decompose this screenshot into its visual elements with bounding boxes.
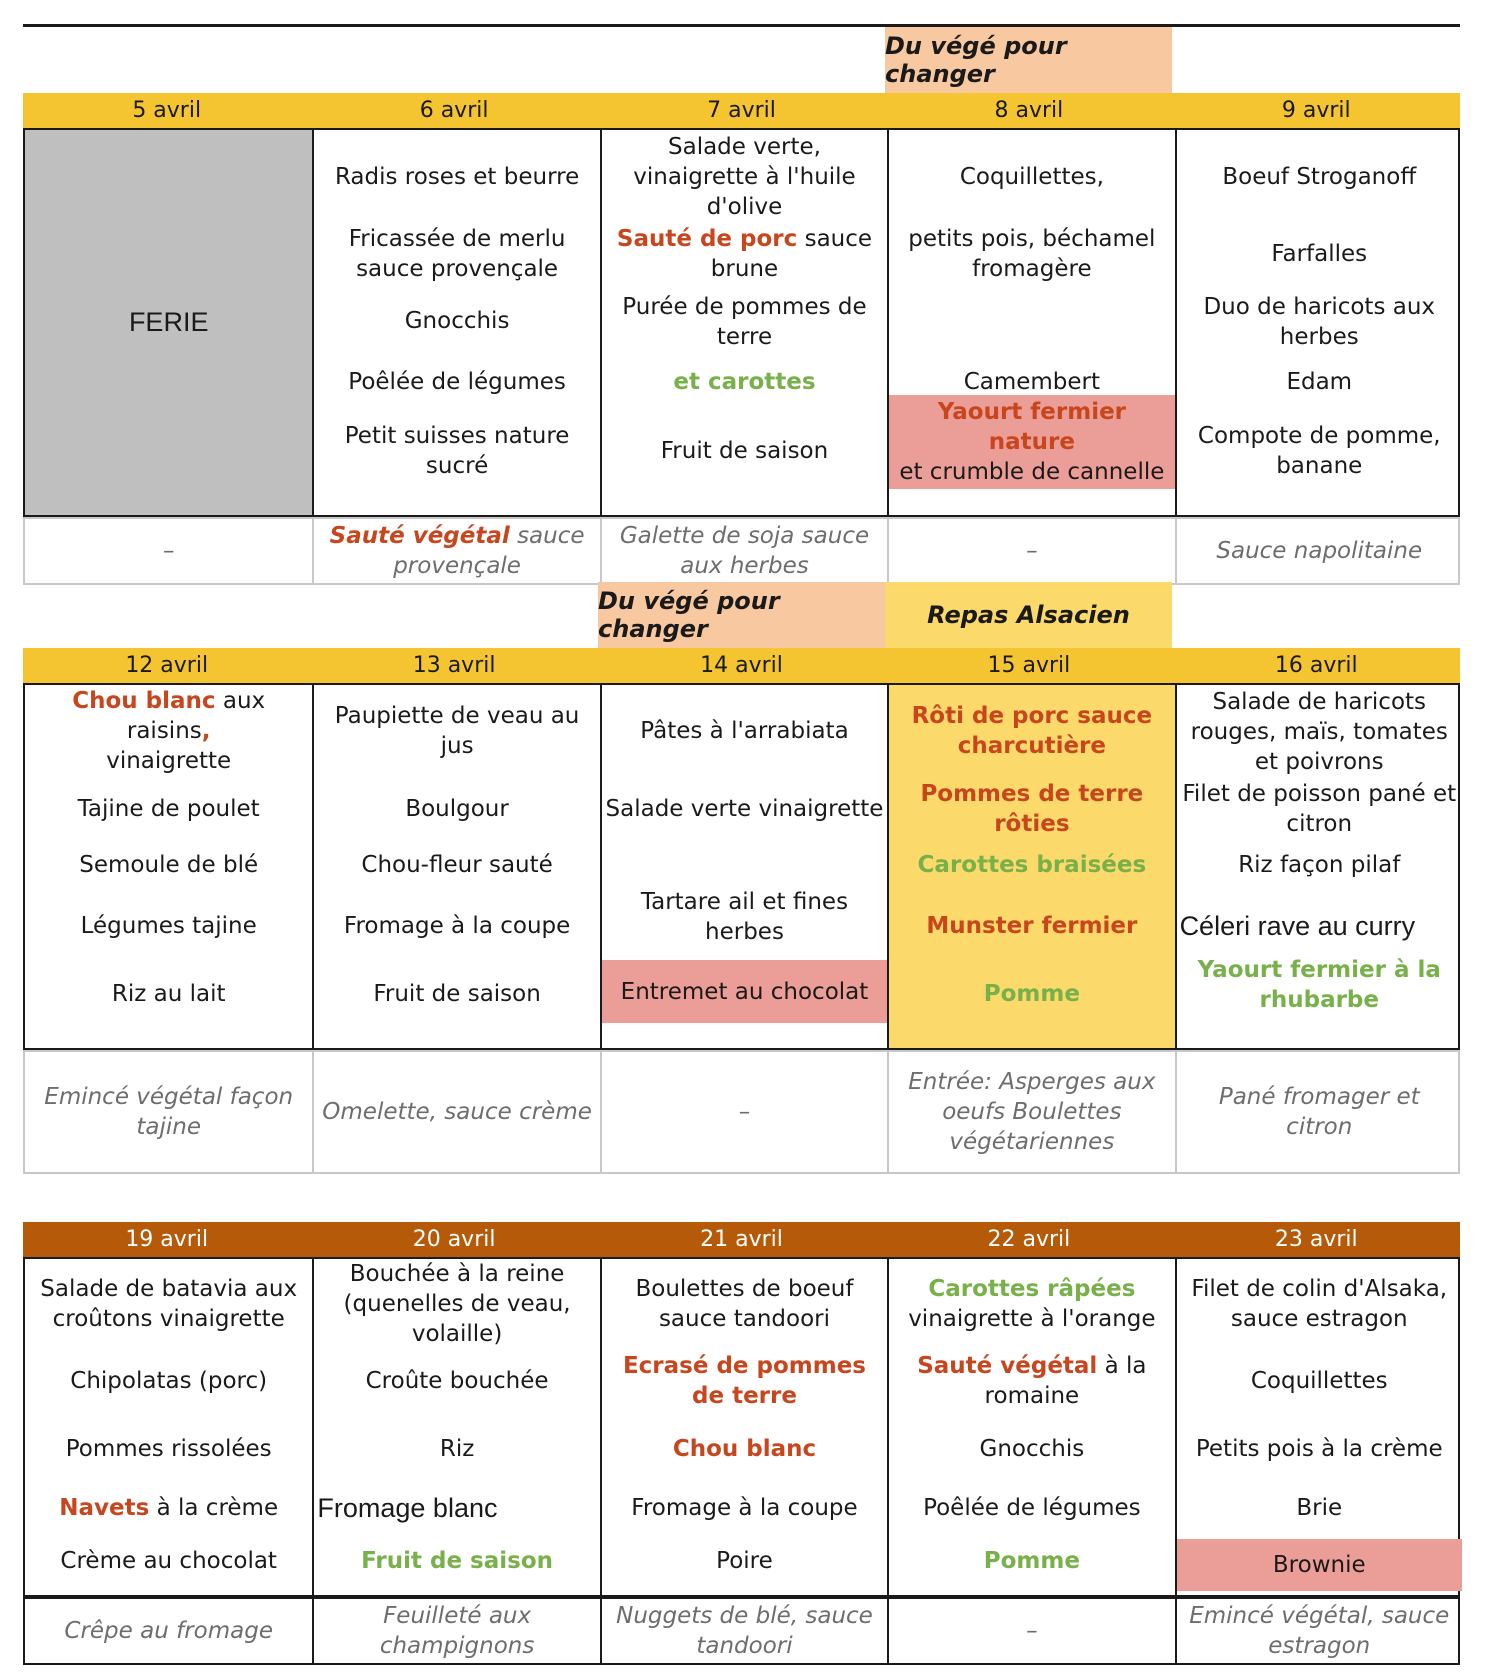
week-2-alternatives bbox=[23, 1050, 1460, 1174]
day-column-alsace bbox=[887, 685, 1174, 1048]
alternative-dish: Emincé végétal façon tajine bbox=[44, 1084, 294, 1140]
side-dish: Chou-fleur sauté bbox=[361, 852, 553, 878]
alternative-dish: – bbox=[887, 519, 1174, 583]
date-header: 20 avril bbox=[412, 1227, 496, 1252]
starter bbox=[889, 1274, 1174, 1334]
dessert: Fruit de saison bbox=[660, 438, 829, 464]
date-header: 22 avril bbox=[987, 1227, 1071, 1252]
main-dish: Ecrasé de pommes de terre bbox=[622, 1353, 866, 1409]
vegetable: et carottes bbox=[673, 369, 816, 395]
date-header: 14 avril bbox=[700, 653, 783, 678]
dessert: Brownie bbox=[1177, 1539, 1462, 1591]
starter: Salade de batavia aux croûtons vinaigrette bbox=[40, 1276, 298, 1332]
side-dish: Duo de haricots aux herbes bbox=[1203, 294, 1436, 350]
main-dish: Pommes de terre rôties bbox=[920, 781, 1144, 837]
day-column bbox=[312, 685, 599, 1048]
starter: Salade verte, vinaigrette à l'huile d'olive bbox=[633, 134, 856, 220]
main-dish: Fricassée de merlu sauce provençale bbox=[348, 226, 566, 282]
dessert: Yaourt fermier à la rhubarbe bbox=[1197, 957, 1441, 1013]
cheese: Tartare ail et fines herbes bbox=[640, 889, 849, 945]
date-header: 16 avril bbox=[1274, 653, 1358, 678]
week-1 bbox=[23, 27, 1460, 579]
alternative-dish: Sauce napolitaine bbox=[1175, 519, 1462, 583]
week-1-dates bbox=[23, 93, 1460, 128]
banner-alsace-day-15: Repas Alsacien bbox=[885, 582, 1172, 648]
alternative-dish: Galette de soja sauce aux herbes bbox=[600, 519, 887, 583]
dessert: Petit suisses nature sucré bbox=[344, 423, 570, 479]
main-dish bbox=[602, 224, 887, 284]
starter-rest: aux raisins bbox=[126, 688, 266, 744]
starter: Pâtes à l'arrabiata bbox=[640, 718, 849, 744]
dessert: Crème au chocolat bbox=[60, 1548, 277, 1574]
alternative-dish: Crêpe au fromage bbox=[64, 1618, 273, 1644]
week-3-dates bbox=[23, 1222, 1460, 1257]
starter: Boulettes de boeuf sauce tandoori bbox=[635, 1276, 854, 1332]
date-header: 6 avril bbox=[419, 98, 489, 123]
starter: Salade de haricots rouges, maïs, tomates et poivrons bbox=[1190, 689, 1448, 775]
alternative-dish: – bbox=[600, 1052, 887, 1172]
alternative-dish: Nuggets de blé, sauce tandoori bbox=[600, 1599, 887, 1663]
day-column bbox=[600, 685, 887, 1048]
starter: Filet de colin d'Alsaka, sauce estragon bbox=[1191, 1276, 1448, 1332]
alternative-dish: Feuilleté aux champignons bbox=[312, 1599, 599, 1663]
banner-veg-day-14: Du végé pour changer bbox=[598, 582, 885, 648]
cheese: Brie bbox=[1296, 1495, 1343, 1521]
vegetable: Céleri rave au curry bbox=[1179, 911, 1416, 941]
week-3-alternatives bbox=[23, 1597, 1460, 1665]
side-dish: Gnocchis bbox=[979, 1436, 1085, 1462]
day-column bbox=[600, 130, 887, 515]
cheese: Edam bbox=[1286, 369, 1353, 395]
veg-highlight: Navets bbox=[59, 1495, 150, 1521]
starter-comma: , bbox=[201, 718, 211, 744]
main-dish: Chipolatas (porc) bbox=[70, 1368, 268, 1394]
banner-veg-day-8: Du végé pour changer bbox=[885, 27, 1172, 93]
day-column bbox=[887, 130, 1174, 515]
side-dish: Purée de pommes de terre bbox=[622, 294, 867, 350]
dessert: Entremet au chocolat bbox=[602, 960, 887, 1023]
side-dish: Petits pois à la crème bbox=[1195, 1436, 1443, 1462]
main-dish: Coquillettes bbox=[1250, 1368, 1388, 1394]
week-1-grid bbox=[25, 130, 1458, 515]
day-column bbox=[887, 1259, 1174, 1595]
starter-highlight: Chou blanc bbox=[72, 688, 216, 714]
alternative-dish: Emincé végétal, sauce estragon bbox=[1175, 1599, 1462, 1663]
week-3-menu-box bbox=[23, 1257, 1460, 1597]
starter: Boeuf Stroganoff bbox=[1222, 164, 1417, 190]
cheese: Fromage à la coupe bbox=[631, 1495, 858, 1521]
starter: Radis roses et beurre bbox=[334, 164, 580, 190]
date-header: 19 avril bbox=[125, 1227, 209, 1252]
starter-end: vinaigrette bbox=[106, 748, 232, 774]
starter-highlight: Carottes râpées bbox=[928, 1276, 1136, 1302]
main-rest: à la romaine bbox=[984, 1353, 1147, 1409]
vegetable: Carottes braisées bbox=[917, 852, 1147, 878]
dessert-rest: et crumble de cannelle bbox=[899, 459, 1165, 485]
dessert: Riz au lait bbox=[111, 981, 226, 1007]
date-header: 12 avril bbox=[125, 653, 209, 678]
alternative-dish bbox=[312, 519, 599, 583]
main-dish: petits pois, béchamel fromagère bbox=[908, 226, 1156, 282]
side-dish: Riz bbox=[439, 1436, 475, 1462]
week-1-menu-box bbox=[23, 128, 1460, 517]
alternative-dish: – bbox=[887, 1599, 1174, 1663]
side-dish: Riz façon pilaf bbox=[1238, 852, 1401, 878]
date-header: 9 avril bbox=[1281, 98, 1351, 123]
week-2-dates bbox=[23, 648, 1460, 683]
day-column bbox=[25, 685, 312, 1048]
day-column bbox=[1175, 1259, 1462, 1595]
side-dish: Semoule de blé bbox=[79, 852, 259, 878]
cheese: Fromage à la coupe bbox=[343, 913, 571, 939]
dessert: Pomme bbox=[983, 981, 1080, 1007]
starter: Coquillettes, bbox=[959, 164, 1104, 190]
cheese: Munster fermier bbox=[926, 913, 1138, 939]
dessert: Compote de pomme, banane bbox=[1197, 423, 1441, 479]
week-1-alternatives bbox=[23, 517, 1460, 585]
week-2-grid bbox=[25, 685, 1458, 1048]
week-3 bbox=[23, 1222, 1460, 1662]
week-2-banners bbox=[23, 582, 1460, 648]
side-dish: Chou blanc bbox=[672, 1436, 817, 1462]
starter: Rôti de porc sauce charcutière bbox=[911, 703, 1153, 759]
alternative-dish: – bbox=[162, 538, 175, 564]
main-highlight: Sauté végétal bbox=[917, 1353, 1098, 1379]
date-header: 5 avril bbox=[132, 98, 202, 123]
date-header: 23 avril bbox=[1274, 1227, 1358, 1252]
alt-rest: sauce provençale bbox=[393, 523, 585, 579]
day-column bbox=[1175, 685, 1462, 1048]
day-column bbox=[600, 1259, 887, 1595]
dessert: Fruit de saison bbox=[373, 981, 541, 1007]
date-header: 13 avril bbox=[412, 653, 496, 678]
main-dish: Croûte bouchée bbox=[365, 1368, 549, 1394]
week-2 bbox=[23, 582, 1460, 1182]
day-column bbox=[312, 130, 599, 515]
day-column bbox=[25, 1259, 312, 1595]
date-header: 15 avril bbox=[885, 648, 1172, 683]
dessert: Pomme bbox=[983, 1548, 1080, 1574]
alternative-dish: Pané fromager et citron bbox=[1175, 1052, 1462, 1172]
main-highlight: Sauté de porc bbox=[616, 226, 798, 252]
day-column bbox=[1175, 130, 1462, 515]
main-dish bbox=[889, 1351, 1174, 1411]
week-1-banners bbox=[23, 27, 1460, 93]
starter: Paupiette de veau au jus bbox=[334, 703, 580, 759]
week-3-grid bbox=[25, 1259, 1458, 1595]
starter bbox=[25, 688, 312, 774]
starter: Bouchée à la reine (quenelles de veau, volaille) bbox=[343, 1261, 571, 1347]
main-dish: Tajine de poulet bbox=[77, 796, 260, 822]
ferie-cell: FERIE bbox=[25, 130, 312, 515]
main-dish: Salade verte vinaigrette bbox=[605, 796, 884, 822]
dessert: Fruit de saison bbox=[361, 1548, 554, 1574]
cheese: Fromage blanc bbox=[317, 1493, 498, 1523]
alternative-dish: Entrée: Asperges aux oeufs Boulettes végétariennes bbox=[887, 1052, 1174, 1172]
main-dish: Boulgour bbox=[405, 796, 509, 822]
veg-rest: à la crème bbox=[149, 1495, 279, 1521]
date-header: 21 avril bbox=[700, 1227, 783, 1252]
starter-rest: vinaigrette à l'orange bbox=[908, 1306, 1156, 1332]
alternative-dish: Omelette, sauce crème bbox=[312, 1052, 599, 1172]
main-dish: Filet de poisson pané et citron bbox=[1182, 781, 1457, 837]
side-dish: Gnocchis bbox=[404, 308, 510, 334]
vegetable: Légumes tajine bbox=[80, 913, 257, 939]
vegetable: Poêlée de légumes bbox=[348, 369, 566, 395]
dessert-highlight: Yaourt fermier nature bbox=[937, 399, 1127, 455]
dessert bbox=[889, 395, 1174, 489]
main-rest: sauce brune bbox=[710, 226, 873, 282]
week-2-menu-box bbox=[23, 683, 1460, 1050]
main-dish: Farfalles bbox=[1271, 241, 1368, 267]
date-header: 8 avril bbox=[994, 98, 1064, 123]
vegetable bbox=[25, 1478, 312, 1538]
day-column bbox=[25, 130, 312, 515]
alt-highlight: Sauté végétal bbox=[329, 523, 510, 549]
cheese: Camembert bbox=[963, 369, 1101, 395]
date-header: 7 avril bbox=[707, 98, 776, 123]
vegetable: Poêlée de légumes bbox=[923, 1495, 1141, 1521]
day-column bbox=[312, 1259, 599, 1595]
dessert: Poire bbox=[716, 1548, 773, 1574]
side-dish: Pommes rissolées bbox=[65, 1436, 272, 1462]
